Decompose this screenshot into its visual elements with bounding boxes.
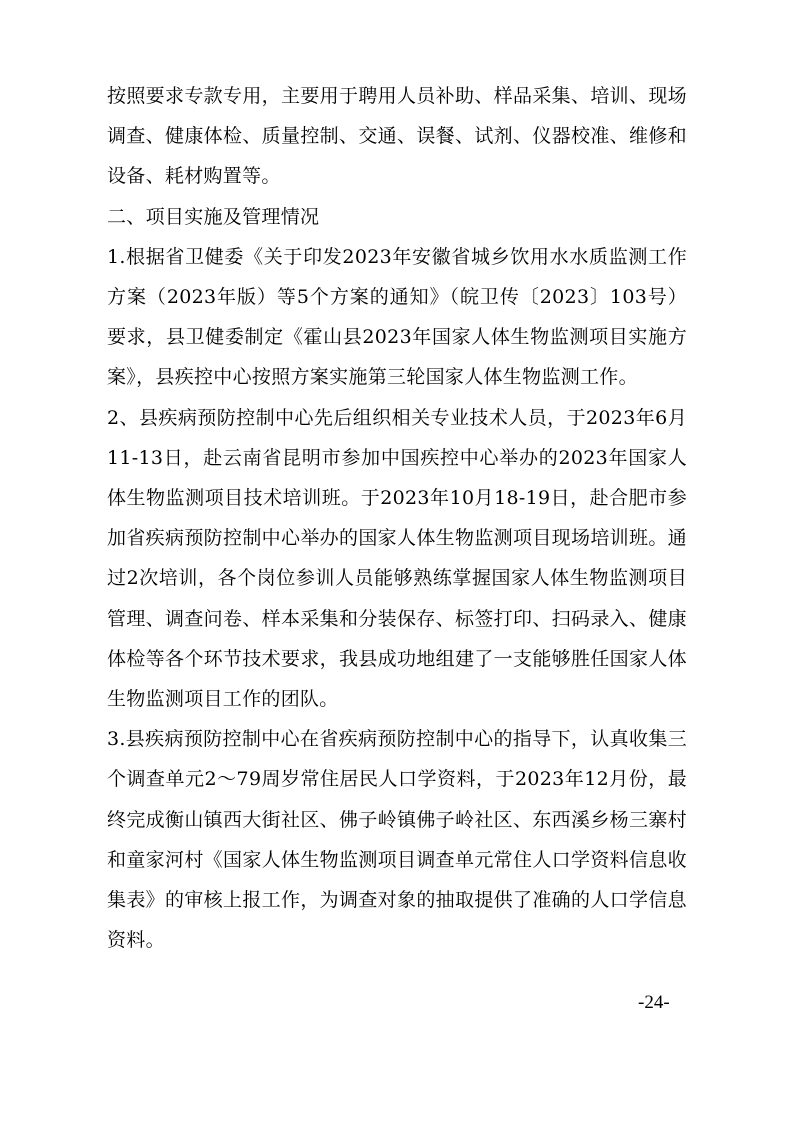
paragraph-item-1: 1.根据省卫健委《关于印发2023年安徽省城乡饮用水水质监测工作方案（2023年版）等5个方案的通知》（皖卫传〔2023〕103号）要求，县卫健委制定《霍山县2023年国家人体生物监测项目实施方案》，县疾控中心按照方案实施第三轮国家人体生物监测工作。: [107, 245, 687, 389]
paragraph-item-3: 3.县疾病预防控制中心在省疾病预防控制中心的指导下，认真收集三个调查单元2～79周岁常住居民人口学资料，于2023年12月份，最终完成衡山镇西大街社区、佛子岭镇佛子岭社区、东西溪乡杨三寨村和童家河村《国家人体生物监测项目调查单元常住人口学资料信息收集表》的审核上报工作，为调查对象的抽取提供了准确的人口学信息资料。: [107, 728, 687, 952]
section-heading-implementation: 二、项目实施及管理情况: [107, 205, 320, 228]
page-number: -24-: [638, 992, 670, 1013]
paragraph-funding-usage: 按照要求专款专用，主要用于聘用人员补助、样品采集、培训、现场调查、健康体检、质量控制、交通、误餐、试剂、仪器校准、维修和设备、耗材购置等。: [107, 85, 687, 188]
paragraph-item-2: 2、县疾病预防控制中心先后组织相关专业技术人员，于2023年6月11-13日，赴云南省昆明市参加中国疾控中心举办的2023年国家人体生物监测项目技术培训班。于2023年10月18-19日，赴合肥市参加省疾病预防控制中心举办的国家人体生物监测项目现场培训班。通过2次培训，各个岗位参训人员能够熟练掌握国家人体生物监测项目管理、调查问卷、样本采集和分装保存、标签打印、扫码录入、健康体检等各个环节技术要求，我县成功地组建了一支能够胜任国家人体生物监测项目工作的团队。: [107, 406, 687, 711]
document-body: [107, 76, 687, 960]
